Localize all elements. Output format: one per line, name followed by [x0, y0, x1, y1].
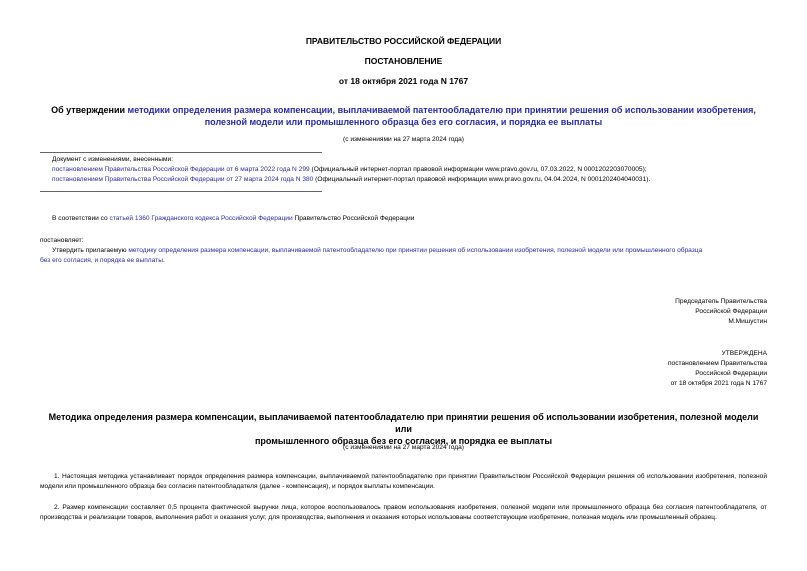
preamble-prefix: В соответствии со — [52, 215, 110, 222]
changes-intro: Документ с изменениями, внесенными: — [52, 156, 174, 163]
amendment-link-2024[interactable]: постановлением Правительства Российской Федерации от 27 марта 2024 года N 380 — [52, 176, 314, 183]
methodology-title-line2: промышленного образца без его согласия, и порядка ее выплаты — [254, 436, 553, 446]
signature-name: М.Мишустин — [728, 318, 767, 325]
title-revision-note: (с изменениями на 27 марта 2024 года) — [343, 136, 464, 143]
approved-label: УТВЕРЖДЕНА — [721, 350, 767, 357]
methodology-link[interactable]: методику определения размера компенсации, выплачиваемой патентообладателю при принятии решения об использовании изобретения, полезной модели или промышленного образца — [128, 247, 703, 254]
signature-country: Российской Федерации — [695, 308, 767, 315]
government-heading: ПРАВИТЕЛЬСТВО РОССИЙСКОЙ ФЕДЕРАЦИИ — [305, 36, 502, 46]
paragraph-1: 1. Настоящая методика устанавливает порядок определения размера компенсации, выплачиваемой патентообладателю при принятии Правительством Российской Федерации решения об использовании изобретения, полезной модели или промышленного образца без согласия патентообладателя (далее - компенсация), и порядок выплаты компенсации. — [40, 473, 767, 490]
title-link-methodology[interactable]: методики определения размера компенсации, выплачиваемой патентообладателю при принятии решения об использовании изобретения, — [127, 105, 756, 115]
amendment-source-2024: (Официальный интернет-портал правовой информации www.pravo.gov.ru, 04.04.2024, N 0001202404040031). — [313, 176, 651, 183]
changes-item-2 — [52, 175, 767, 185]
approval-stamp — [668, 349, 767, 389]
title-link-methodology-cont[interactable]: полезной модели или промышленного образца без его согласия, и порядка ее выплаты — [204, 117, 603, 127]
approved-date: от 18 октября 2021 года N 1767 — [670, 380, 767, 387]
preamble-suffix: Правительство Российской Федерации — [292, 215, 415, 222]
preamble — [52, 214, 767, 224]
changes-block — [52, 155, 767, 185]
document-type: ПОСТАНОВЛЕНИЕ — [364, 56, 443, 66]
divider-bottom — [40, 191, 322, 192]
civil-code-link[interactable]: статьей 1360 Гражданского кодекса Российской Федерации — [109, 215, 293, 222]
methodology-title-line1: Методика определения размера компенсации, выплачиваемой патентообладателю при принятии решения об использовании изобретения, полезной модели или — [48, 412, 759, 434]
paragraph-2: 2. Размер компенсации составляет 0,5 процента фактической выручки лица, которое воспользовалось правом использования изобретения, полезной модели или промышленного образца без согласия патентообладателя, от производства и реализации товаров, выполнения работ и оказания услуг, для производства, выполнения и оказания которых использованы соответствующие изобретение, полезная модель или промышленный образец. — [40, 504, 767, 521]
resolves-suffix: . — [162, 257, 165, 264]
approved-by: постановлением Правительства — [667, 360, 767, 367]
divider-top — [40, 152, 322, 153]
document-title — [40, 104, 767, 128]
amendment-link-2022[interactable]: постановлением Правительства Российской Федерации от 6 марта 2022 года N 299 — [52, 166, 310, 173]
resolves-label: постановляет: — [40, 237, 84, 244]
document-date-number: от 18 октября 2021 года N 1767 — [338, 76, 469, 86]
approved-country: Российской Федерации — [695, 370, 767, 377]
amendment-source-2022: (Официальный интернет-портал правовой информации www.pravo.gov.ru, 07.03.2022, N 0001202203070005); — [309, 166, 647, 173]
signature-position: Председатель Правительства — [675, 298, 767, 305]
resolves-text — [40, 246, 767, 266]
methodology-link-cont[interactable]: без его согласия, и порядка ее выплаты — [40, 257, 163, 264]
resolves-prefix: Утвердить прилагаемую — [52, 247, 129, 254]
title-prefix: Об утверждении — [51, 105, 128, 115]
changes-item-1 — [52, 165, 767, 175]
methodology-title — [40, 411, 767, 447]
methodology-revision-note: (с изменениями на 27 марта 2024 года) — [343, 444, 464, 451]
signature-block — [675, 297, 767, 327]
